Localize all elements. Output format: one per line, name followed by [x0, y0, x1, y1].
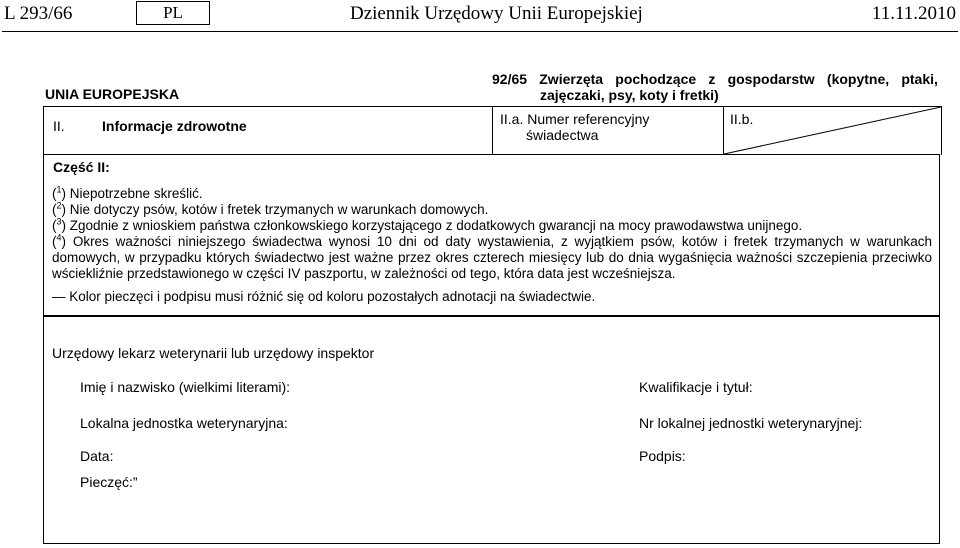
- language-badge: PL: [136, 1, 210, 25]
- iib-cell: [724, 107, 941, 155]
- official-title: Urzędowy lekarz weterynarii lub urzędowy inspektor: [52, 345, 375, 361]
- date-field-label: Data:: [80, 448, 114, 464]
- info-row: [43, 106, 942, 155]
- section-cell: [44, 107, 493, 155]
- publication-date: 11.11.2010: [871, 3, 956, 24]
- reference-text-line1: Numer referencyjny: [527, 111, 650, 127]
- footnote-3: ($^3$) Zgodnie z wnioskiem państwa członkowskiego korzystającego z dodatkowych gwarancji na mocy prawodawstwa unijnego.: [52, 216, 803, 233]
- reference-text-line2: świadectwa: [526, 127, 599, 143]
- unit-number-field-label: Nr lokalnej jednostki weterynaryjnej:: [639, 415, 863, 431]
- footnote-1: ($^1$) Niepotrzebne skreślić.: [52, 184, 203, 201]
- reference-code: II.a.: [500, 111, 524, 127]
- page-header: [0, 0, 960, 32]
- footnote-text: Okres ważności niniejszego świadectwa wynosi 10 dni od daty wystawienia, z wyjątkiem psów, kotów i fretek trzymanych w warunkach domowych, w przypadku których świadectwo jest ważne przez okres czterech miesięcy lub do dnia wygaśnięcia ważności szczepienia przeciwko wściekliźnie przedstawionego w części IV paszportu, w zależności od tego, która data jest wcześniejsza.: [52, 234, 932, 281]
- footnote-num: 1: [56, 184, 62, 195]
- section-title: Informacje zdrowotne: [102, 118, 247, 134]
- footnote-text: Nie dotyczy psów, kotów i fretek trzymanych w warunkach domowych.: [69, 202, 489, 217]
- footnote-num: 4: [56, 232, 62, 243]
- stamp-field-label: Pieczęć:”: [80, 474, 138, 490]
- signature-box: [43, 316, 940, 544]
- footnote-num: 2: [56, 200, 62, 211]
- title-word: z: [708, 71, 716, 87]
- title-word: (kopytne,: [826, 71, 890, 87]
- diagonal-strike: [724, 107, 941, 155]
- union-title: UNIA EUROPEJSKA: [45, 86, 180, 102]
- footnote-2: ($^2$) Nie dotyczy psów, kotów i fretek trzymanych w warunkach domowych.: [52, 200, 489, 217]
- footnote-text: Niepotrzebne skreślić.: [69, 186, 203, 201]
- reference-label: [500, 111, 649, 143]
- section-number: II.: [53, 118, 65, 134]
- signature-field-label: Podpis:: [639, 448, 686, 464]
- footnote-text: Zgodnie z wnioskiem państwa członkowskiego korzystającego z dodatkowych gwarancji na mocy prawodawstwa unijnego.: [69, 218, 803, 233]
- part2-box: [43, 154, 940, 316]
- journal-title: Dziennik Urzędowy Unii Europejskiej: [350, 3, 643, 24]
- page-reference: L 293/66: [4, 3, 73, 24]
- unit-field-label: Lokalna jednostka weterynaryjna:: [80, 415, 288, 431]
- title-word: Zwierzęta: [539, 71, 604, 87]
- title-word: pochodzące: [615, 71, 697, 87]
- name-field-label: Imię i nazwisko (wielkimi literami):: [80, 379, 291, 395]
- title-word: ptaki,: [901, 71, 938, 87]
- part2-title: Część II:: [53, 159, 110, 175]
- certificate-code: 92/65: [492, 71, 528, 87]
- qualification-field-label: Kwalifikacje i tytuł:: [639, 379, 753, 395]
- title-word: gospodarstw: [727, 71, 815, 87]
- certificate-title: [492, 71, 938, 103]
- footnote-num: 3: [56, 216, 62, 227]
- reference-cell: [493, 107, 724, 155]
- certificate-title-line2: zajęczaki, psy, koty i fretki): [540, 87, 719, 103]
- header-divider: [2, 31, 958, 32]
- certificate-title-line1: [492, 71, 938, 87]
- iib-label: II.b.: [730, 111, 754, 127]
- colour-note: — Kolor pieczęci i podpisu musi różnić się od koloru pozostałych adnotacji na świadectwie.: [52, 289, 596, 304]
- footnote-4: ($^4$) Okres ważności niniejszego świadectwa wynosi 10 dni od daty wystawienia, z wyjątkiem psów, kotów i fretek trzymanych w warunkach domowych, w przypadku których świadectwo jest ważne przez okres czterech miesięcy lub do dnia wygaśnięcia ważności szczepienia przeciwko wściekliźnie przedstawionego w części IV paszportu, w zależności od tego, która data jest wcześniejsza.: [52, 232, 932, 281]
